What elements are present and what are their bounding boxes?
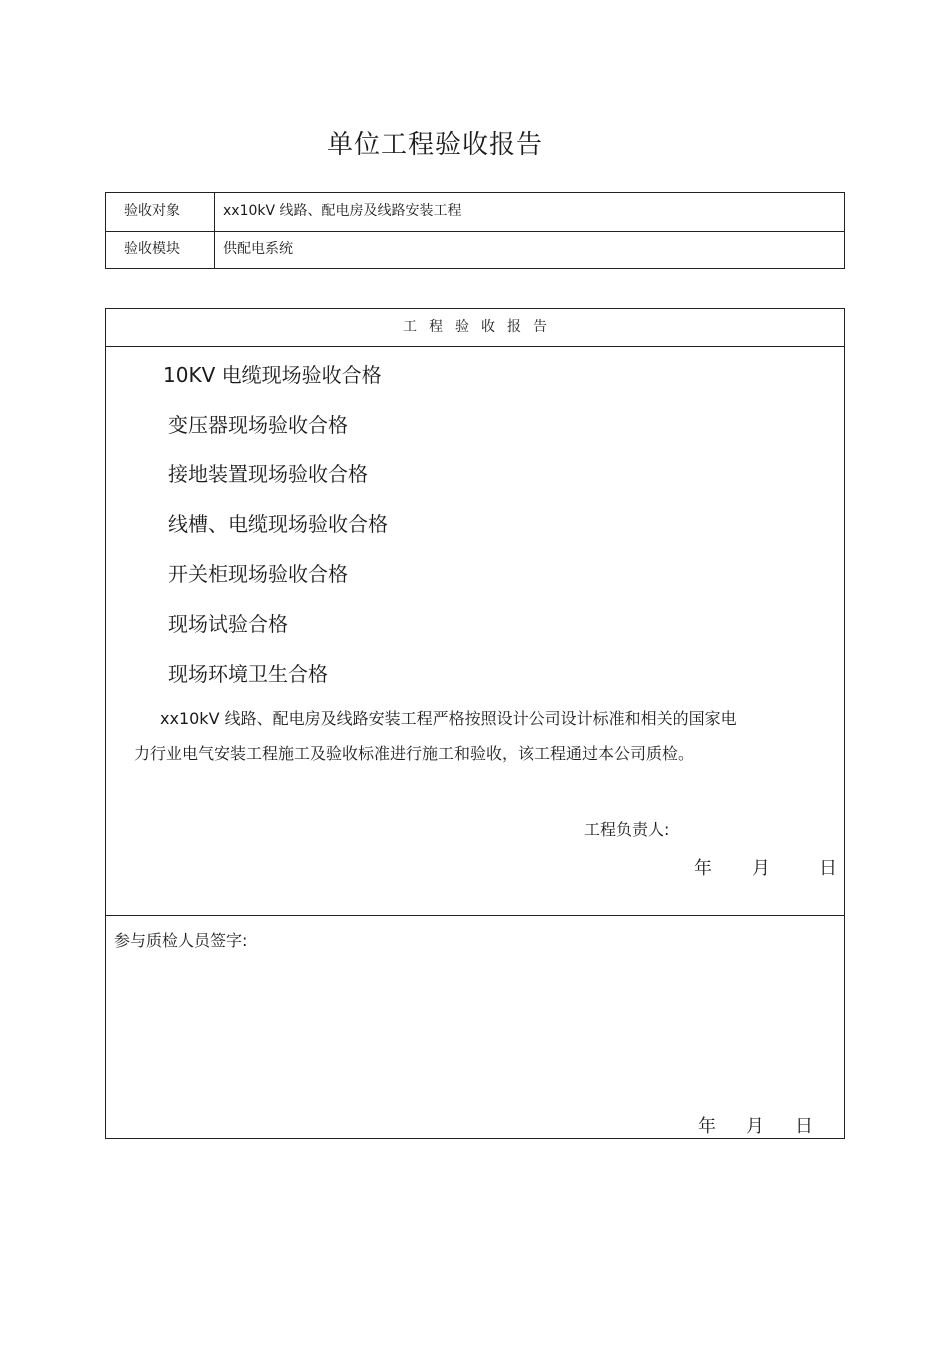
- info-row-object: [106, 193, 844, 232]
- report-paragraph-line2: 力行业电气安装工程施工及验收标准进行施工和验收，该工程通过本公司质检。: [134, 744, 695, 763]
- info-label-module: 验收模块: [106, 231, 215, 269]
- report-item-grounding: 接地装置现场验收合格: [168, 462, 368, 486]
- page-title: 单位工程验收报告: [326, 130, 543, 160]
- info-table: [105, 192, 845, 269]
- report-item-cable: 10KV 电缆现场验收合格: [163, 363, 382, 387]
- signature-date-month: 月: [746, 1116, 764, 1137]
- report-date-day: 日: [819, 858, 837, 879]
- signature-label: 参与质检人员签字:: [114, 931, 248, 950]
- signature-section: [106, 915, 844, 1139]
- info-label-object: 验收对象: [106, 193, 215, 231]
- report-item-trunking: 线槽、电缆现场验收合格: [168, 512, 388, 536]
- info-row-module: [106, 231, 844, 269]
- report-item-field-test: 现场试验合格: [168, 612, 288, 636]
- responsible-label: 工程负责人:: [584, 820, 670, 839]
- info-value-object: xx10kV 线路、配电房及线路安装工程: [223, 203, 462, 219]
- report-item-environment: 现场环境卫生合格: [168, 662, 328, 686]
- report-paragraph-line1: xx10kV 线路、配电房及线路安装工程严格按照设计公司设计标准和相关的国家电: [160, 709, 737, 728]
- report-table: [105, 308, 845, 1139]
- signature-date-day: 日: [795, 1116, 813, 1137]
- report-date-year: 年: [694, 858, 712, 879]
- report-item-transformer: 变压器现场验收合格: [168, 413, 348, 437]
- report-header: 工程验收报告: [106, 309, 844, 347]
- info-value-module: 供配电系统: [223, 241, 293, 257]
- signature-date-year: 年: [698, 1116, 716, 1137]
- report-item-switchgear: 开关柜现场验收合格: [168, 562, 348, 586]
- report-date-month: 月: [752, 858, 770, 879]
